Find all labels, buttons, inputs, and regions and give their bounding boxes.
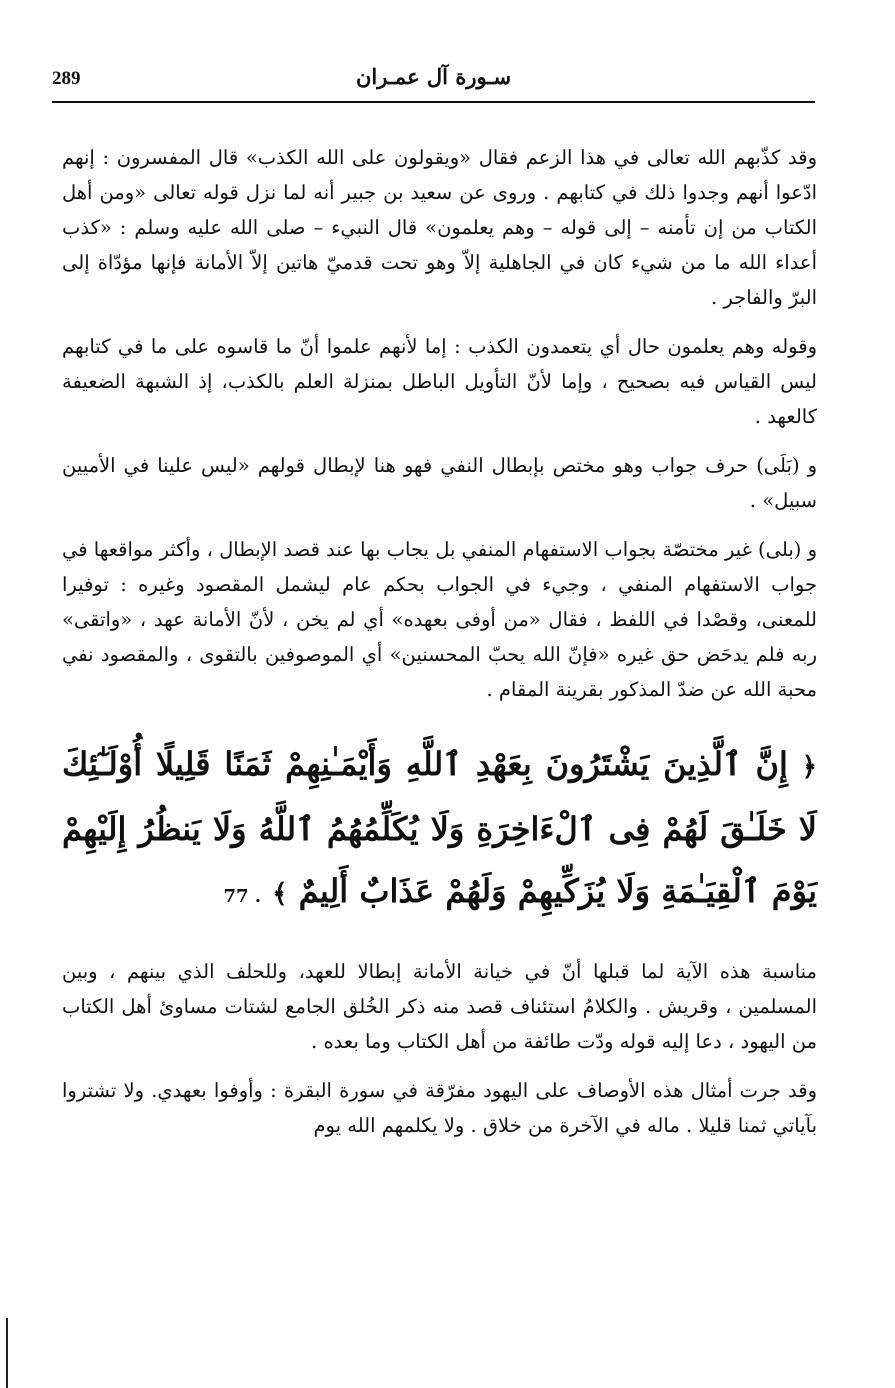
scan-edge-line — [6, 1318, 8, 1388]
paragraph: وقد كذّبهم الله تعالى في هذا الزعم فقال «ويقولون على الله الكذب» قال المفسرون : إنهم ادّعوا أنهم وجدوا ذلك في كتابهم . وروى عن سعيد بن جبير أنه لما نزل قوله تعالى «ومن أهل الكتاب من إن تأمنه – إلى قوله – وهم يعلمون» قال النبيء – صلى الله عليه وسلم : «كذب أعداء الله ما من شيء كان في الجاهلية إلاّ وهو تحت قدميّ هاتين إلاّ الأمانة فإنها مؤدّاة إلى البرّ والفاجر . — [62, 146, 817, 309]
page-header — [52, 58, 815, 100]
quran-verse — [62, 733, 817, 928]
verse-text: إِنَّ ٱلَّذِينَ يَشْتَرُونَ بِعَهْدِ ٱللَّهِ وَأَيْمَـٰنِهِمْ ثَمَنًا قَلِيلًا أُوْلَـٰٓئِكَ لَا خَلَـٰقَ لَهُمْ فِى ٱلْءَاخِرَةِ وَلَا يُكَلِّمُهُمُ ٱللَّهُ وَلَا يَنظُرُ إِلَيْهِمْ يَوْمَ ٱلْقِيَـٰمَةِ وَلَا يُزَكِّيهِمْ وَلَهُمْ عَذَابٌ أَلِيمٌ — [62, 745, 817, 910]
verse-number: . 77 — [223, 886, 262, 907]
page-body — [62, 140, 817, 1157]
verse-open-ornament: ﴿ — [801, 752, 818, 782]
header-rule — [52, 101, 815, 103]
paragraph: و (بَلَى) حرف جواب وهو مختص بإبطال النفي فهو هنا لإبطال قولهم «ليس علينا في الأميين سبيل» . — [62, 454, 817, 512]
page-number: 289 — [52, 68, 81, 89]
running-title: سـورة آل عمـران — [355, 64, 512, 89]
paragraph: وقد جرت أمثال هذه الأوصاف على اليهود مفرّقة في سورة البقرة : وأوفوا بعهدي. ولا تشتروا بآياتي ثمنا قليلا . ماله في الآخرة من خلاق . ولا يكلمهم الله يوم — [62, 1079, 817, 1137]
paragraph: و (بلى) غير مختصّة بجواب الاستفهام المنفي بل يجاب بها عند قصد الإبطال ، وأكثر مواقعها في جواب الاستفهام المنفي ، وجيء في الجواب بحكم عام ليشمل المقصود وغيره : توفيرا للمعنى، وقصْدا في اللفظ ، فقال «من أوفى بعهده» أي لم يخن ، لأنّ الأمانة عهد ، «واتقى» ربه فلم يدحَض حق غيره «فإنّ الله يحبّ المحسنين» أي الموصوفين بالتقوى ، والمقصود نفي محبة الله عن ضدّ المذكور بقرينة المقام . — [62, 538, 817, 701]
verse-close-ornament: ﴾ — [272, 879, 288, 909]
paragraph: مناسبة هذه الآية لما قبلها أنّ في خيانة الأمانة إبطالا للعهد، وللحلف الذي بينهم ، وبين المسلمين ، وقريش . والكلامُ استئناف قصد منه ذكر الخُلق الجامع لشتات مساوئ أهل الكتاب من اليهود ، دعا إليه قوله ودّت طائفة من أهل الكتاب وما بعده . — [62, 960, 817, 1053]
paragraph: وقوله وهم يعلمون حال أي يتعمدون الكذب : إما لأنهم علموا أنّ ما قاسوه على ما في كتابهم ليس القياس فيه بصحيح ، وإما لأنّ التأويل الباطل بمنزلة العلم بالكذب، إذ الشبهة الضعيفة كالعهد . — [62, 335, 817, 428]
